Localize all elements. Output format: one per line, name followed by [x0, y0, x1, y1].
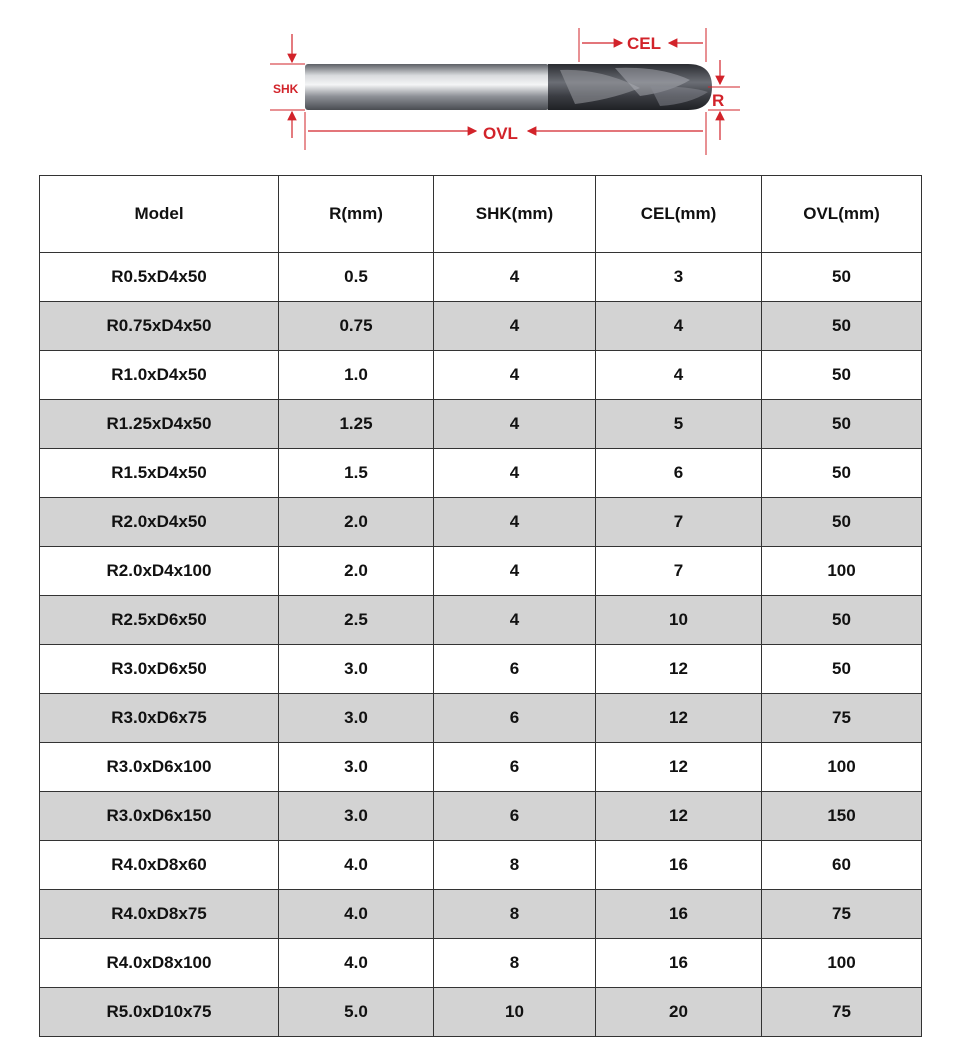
- table-row: [40, 792, 922, 841]
- table-row: [40, 841, 922, 890]
- cell-shank: 10: [434, 988, 596, 1037]
- cell-shank: 8: [434, 939, 596, 988]
- cell-shank: 6: [434, 645, 596, 694]
- spec-table: [39, 175, 922, 1037]
- shk-label: SHK: [273, 82, 299, 96]
- cell-radius: 2.5: [279, 596, 434, 645]
- cell-cel: 12: [596, 743, 762, 792]
- cell-ovl: 50: [762, 449, 922, 498]
- cell-shank: 6: [434, 792, 596, 841]
- cell-model: R0.5xD4x50: [40, 253, 279, 302]
- tool-shank: [305, 64, 549, 110]
- cell-shank: 6: [434, 694, 596, 743]
- cell-cel: 10: [596, 596, 762, 645]
- cell-model: R1.0xD4x50: [40, 351, 279, 400]
- cell-ovl: 50: [762, 645, 922, 694]
- cell-radius: 2.0: [279, 547, 434, 596]
- cell-cel: 5: [596, 400, 762, 449]
- table-row: [40, 449, 922, 498]
- cell-cel: 7: [596, 547, 762, 596]
- cell-cel: 6: [596, 449, 762, 498]
- cell-radius: 4.0: [279, 939, 434, 988]
- cell-radius: 3.0: [279, 792, 434, 841]
- cell-ovl: 100: [762, 547, 922, 596]
- cell-model: R3.0xD6x50: [40, 645, 279, 694]
- cell-cel: 12: [596, 694, 762, 743]
- cell-cel: 12: [596, 645, 762, 694]
- cell-model: R4.0xD8x100: [40, 939, 279, 988]
- cell-ovl: 50: [762, 400, 922, 449]
- cel-label: CEL: [627, 34, 661, 53]
- cell-model: R4.0xD8x60: [40, 841, 279, 890]
- ovl-label: OVL: [483, 124, 518, 143]
- cell-ovl: 50: [762, 302, 922, 351]
- table-row: [40, 743, 922, 792]
- table-row: [40, 596, 922, 645]
- cell-ovl: 100: [762, 743, 922, 792]
- cell-shank: 4: [434, 253, 596, 302]
- cell-shank: 4: [434, 498, 596, 547]
- cell-radius: 4.0: [279, 890, 434, 939]
- cell-cel: 20: [596, 988, 762, 1037]
- cell-cel: 16: [596, 890, 762, 939]
- tool-diagram: [0, 0, 960, 170]
- table-row: [40, 547, 922, 596]
- header-cel: CEL(mm): [596, 176, 762, 253]
- table-row: [40, 694, 922, 743]
- cell-model: R1.25xD4x50: [40, 400, 279, 449]
- table-row: [40, 498, 922, 547]
- cell-cel: 4: [596, 302, 762, 351]
- cell-ovl: 75: [762, 988, 922, 1037]
- cell-ovl: 75: [762, 890, 922, 939]
- cell-model: R3.0xD6x100: [40, 743, 279, 792]
- cell-radius: 1.25: [279, 400, 434, 449]
- table-row: [40, 302, 922, 351]
- cell-radius: 5.0: [279, 988, 434, 1037]
- cell-model: R2.0xD4x50: [40, 498, 279, 547]
- cell-radius: 1.5: [279, 449, 434, 498]
- table-row: [40, 400, 922, 449]
- cell-shank: 4: [434, 351, 596, 400]
- header-model: Model: [40, 176, 279, 253]
- table-row: [40, 890, 922, 939]
- cell-shank: 4: [434, 596, 596, 645]
- cell-ovl: 50: [762, 596, 922, 645]
- cell-shank: 4: [434, 547, 596, 596]
- table-row: [40, 939, 922, 988]
- end-mill-drawing: [0, 0, 960, 170]
- header-ovl: OVL(mm): [762, 176, 922, 253]
- cell-model: R3.0xD6x150: [40, 792, 279, 841]
- cell-ovl: 100: [762, 939, 922, 988]
- cell-model: R2.5xD6x50: [40, 596, 279, 645]
- table-row: [40, 351, 922, 400]
- table-row: [40, 645, 922, 694]
- cell-radius: 3.0: [279, 645, 434, 694]
- cell-model: R3.0xD6x75: [40, 694, 279, 743]
- header-shank: SHK(mm): [434, 176, 596, 253]
- cell-shank: 4: [434, 302, 596, 351]
- cell-model: R0.75xD4x50: [40, 302, 279, 351]
- cell-cel: 3: [596, 253, 762, 302]
- cell-shank: 8: [434, 890, 596, 939]
- table-body: [40, 253, 922, 1037]
- cell-shank: 4: [434, 449, 596, 498]
- cell-ovl: 60: [762, 841, 922, 890]
- cell-shank: 8: [434, 841, 596, 890]
- cell-cel: 16: [596, 939, 762, 988]
- cell-model: R5.0xD10x75: [40, 988, 279, 1037]
- cell-shank: 6: [434, 743, 596, 792]
- table-row: [40, 253, 922, 302]
- header-radius: R(mm): [279, 176, 434, 253]
- cell-cel: 12: [596, 792, 762, 841]
- cell-radius: 4.0: [279, 841, 434, 890]
- cell-ovl: 50: [762, 498, 922, 547]
- cell-radius: 0.5: [279, 253, 434, 302]
- cell-radius: 1.0: [279, 351, 434, 400]
- table-row: [40, 988, 922, 1037]
- cell-model: R2.0xD4x100: [40, 547, 279, 596]
- cell-radius: 3.0: [279, 743, 434, 792]
- cell-shank: 4: [434, 400, 596, 449]
- cell-ovl: 75: [762, 694, 922, 743]
- cell-model: R1.5xD4x50: [40, 449, 279, 498]
- cell-radius: 0.75: [279, 302, 434, 351]
- cell-cel: 4: [596, 351, 762, 400]
- cell-radius: 2.0: [279, 498, 434, 547]
- cell-ovl: 50: [762, 253, 922, 302]
- r-label: R: [712, 91, 725, 110]
- cell-cel: 7: [596, 498, 762, 547]
- header-row: [40, 176, 922, 253]
- cell-cel: 16: [596, 841, 762, 890]
- cell-model: R4.0xD8x75: [40, 890, 279, 939]
- cell-ovl: 50: [762, 351, 922, 400]
- cell-ovl: 150: [762, 792, 922, 841]
- cell-radius: 3.0: [279, 694, 434, 743]
